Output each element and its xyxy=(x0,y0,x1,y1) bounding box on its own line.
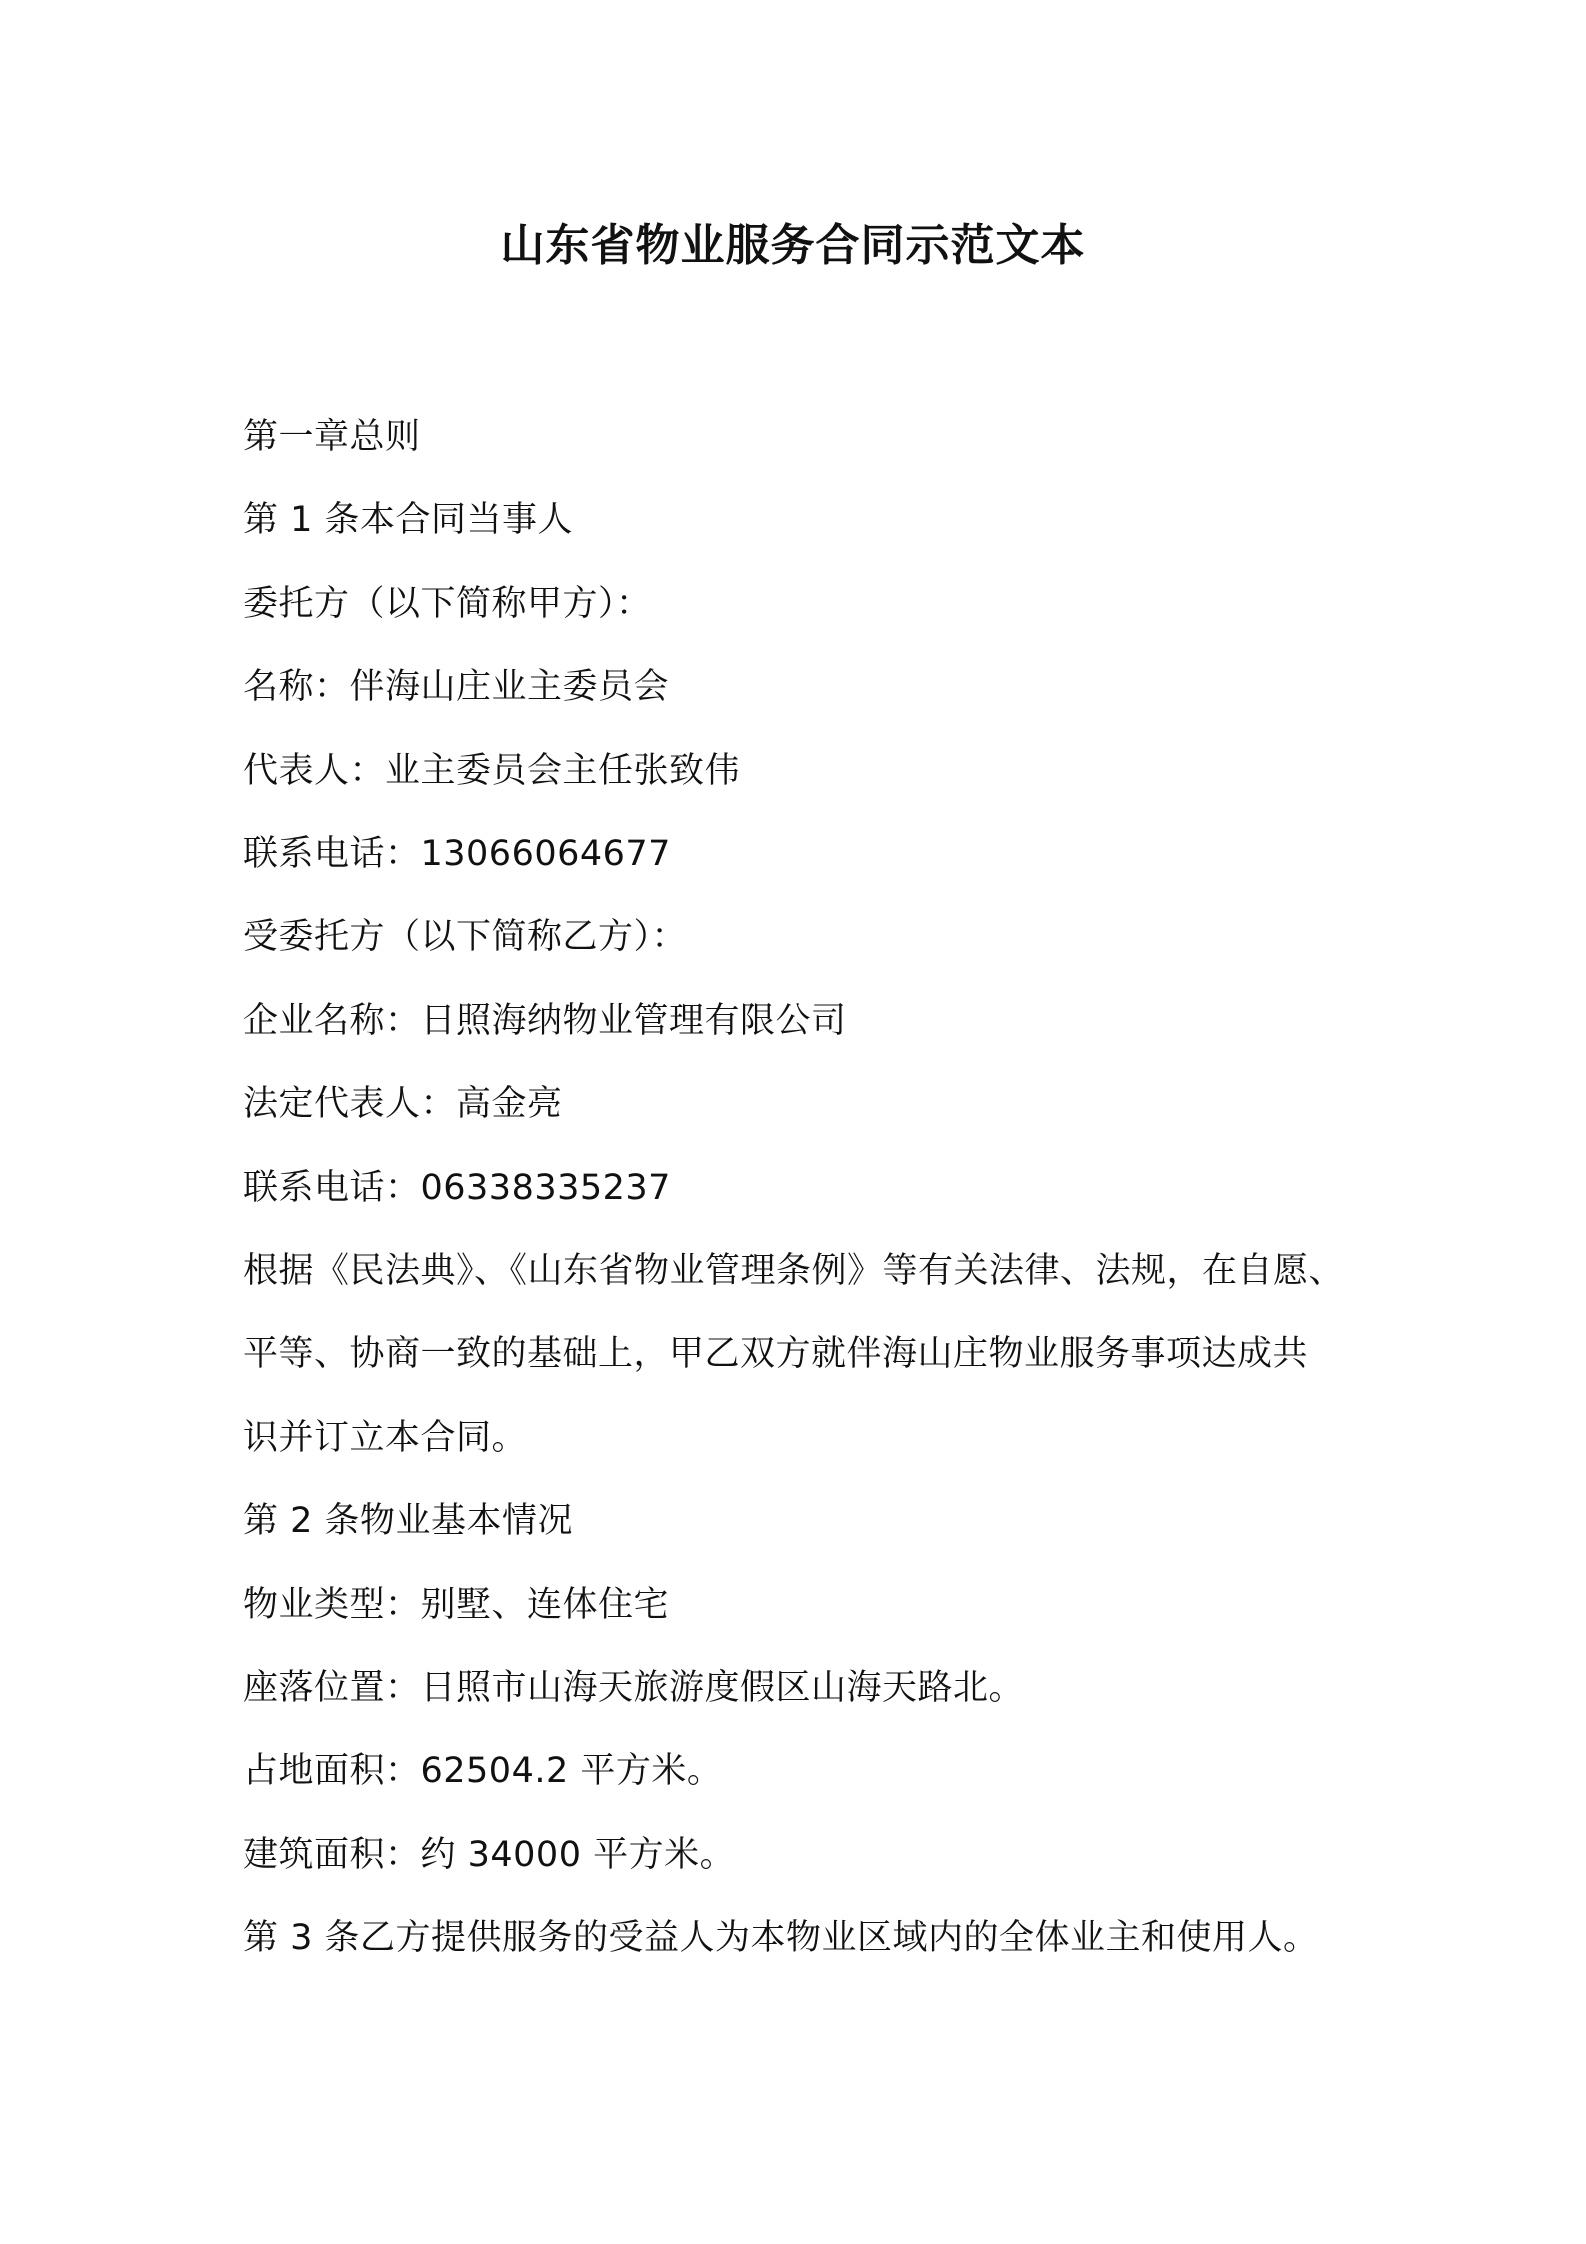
article-heading: 第 1 条本合同当事人 xyxy=(243,500,574,540)
article-heading: 第 3 条乙方提供服务的受益人为本物业区域内的全体业主和使用人。 xyxy=(243,1918,1319,1958)
building-area: 建筑面积：约 34000 平方米。 xyxy=(243,1835,736,1875)
paragraph-line: 平等、协商一致的基础上，甲乙双方就伴海山庄物业服务事项达成共 xyxy=(243,1334,1309,1374)
party-a-phone: 联系电话：13066064677 xyxy=(243,834,671,874)
chapter-heading: 第一章总则 xyxy=(243,417,421,457)
land-area: 占地面积：62504.2 平方米。 xyxy=(243,1751,723,1791)
party-a-name: 名称：伴海山庄业主委员会 xyxy=(243,667,670,707)
party-a-heading: 委托方（以下简称甲方）： xyxy=(243,584,652,624)
party-b-heading: 受委托方（以下简称乙方）： xyxy=(243,917,688,957)
party-b-company: 企业名称：日照海纳物业管理有限公司 xyxy=(243,1001,847,1041)
property-type: 物业类型：别墅、连体住宅 xyxy=(243,1585,670,1625)
party-b-legal-rep: 法定代表人：高金亮 xyxy=(243,1084,563,1124)
paragraph-line: 根据《民法典》、《山东省物业管理条例》等有关法律、法规，在自愿、 xyxy=(243,1251,1345,1291)
party-a-representative: 代表人：业主委员会主任张致伟 xyxy=(243,751,741,791)
article-heading: 第 2 条物业基本情况 xyxy=(243,1501,574,1541)
paragraph-line: 识并订立本合同。 xyxy=(243,1418,528,1458)
property-location: 座落位置：日照市山海天旅游度假区山海天路北。 xyxy=(243,1668,1025,1708)
party-b-phone: 联系电话：06338335237 xyxy=(243,1168,671,1208)
document-title: 山东省物业服务合同示范文本 xyxy=(500,220,1086,271)
